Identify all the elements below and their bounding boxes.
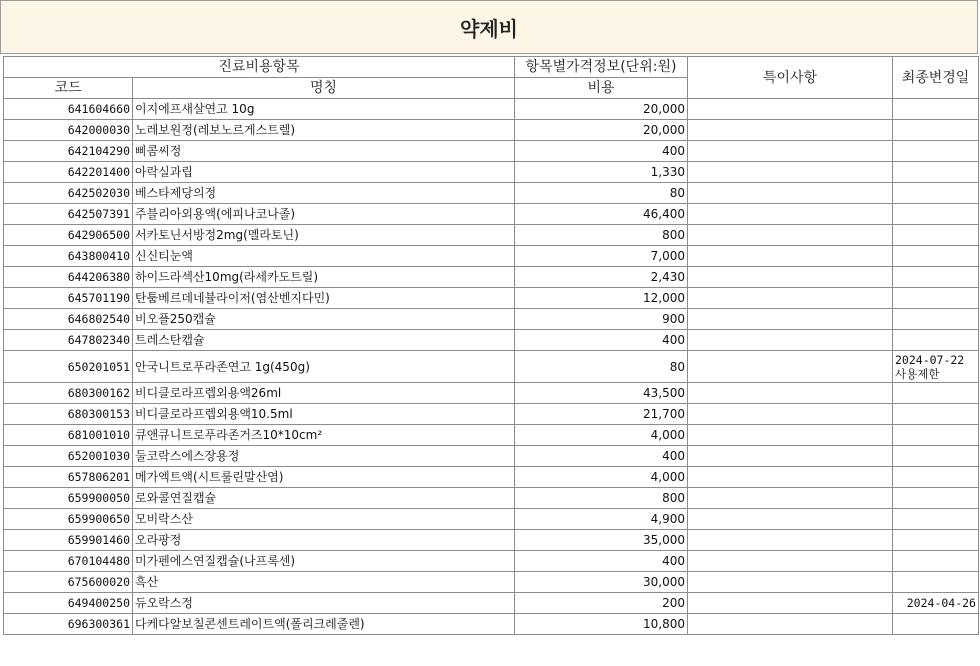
cell-cost[interactable]: 4,900 <box>515 509 688 530</box>
cell-name[interactable]: 비디클로라프렙외용액10.5ml <box>133 404 515 425</box>
cell-name[interactable]: 안국니트로푸라존연고 1g(450g) <box>133 351 515 383</box>
cell-note[interactable] <box>688 246 893 267</box>
cell-last-changed[interactable] <box>893 246 979 267</box>
table-row <box>4 383 979 404</box>
cell-code[interactable]: 696300361 <box>4 614 133 635</box>
cell-note[interactable] <box>688 267 893 288</box>
table-row <box>4 204 979 225</box>
cell-cost[interactable]: 800 <box>515 225 688 246</box>
cell-last-changed[interactable] <box>893 351 979 383</box>
header-item-group: 진료비용항목 <box>4 57 515 78</box>
cell-last-changed[interactable] <box>893 141 979 162</box>
cell-cost[interactable]: 80 <box>515 183 688 204</box>
cell-note[interactable] <box>688 383 893 404</box>
header-price-group: 항목별가격정보(단위:원) <box>515 57 688 78</box>
cell-last-changed[interactable] <box>893 204 979 225</box>
cell-code[interactable]: 645701190 <box>4 288 133 309</box>
table-row <box>4 509 979 530</box>
cell-cost[interactable]: 80 <box>515 351 688 383</box>
cell-code[interactable]: 659900050 <box>4 488 133 509</box>
cell-code[interactable]: 659901460 <box>4 530 133 551</box>
cell-name[interactable]: 서카토닌서방정2mg(멜라토닌) <box>133 225 515 246</box>
cell-last-changed[interactable] <box>893 614 979 635</box>
table-row <box>4 614 979 635</box>
table-row <box>4 593 979 614</box>
cell-name[interactable]: 듀오락스정 <box>133 593 515 614</box>
cell-cost[interactable]: 21,700 <box>515 404 688 425</box>
cell-name[interactable]: 비오플250캡슐 <box>133 309 515 330</box>
cell-cost[interactable]: 20,000 <box>515 99 688 120</box>
cell-last-changed[interactable] <box>893 383 979 404</box>
cell-note[interactable] <box>688 551 893 572</box>
cell-code[interactable]: 644206380 <box>4 267 133 288</box>
cell-note[interactable] <box>688 467 893 488</box>
cell-code[interactable]: 646802540 <box>4 309 133 330</box>
cell-name[interactable]: 미가펜에스연질캡슐(나프록센) <box>133 551 515 572</box>
cell-last-changed[interactable] <box>893 225 979 246</box>
table-row <box>4 99 979 120</box>
cell-code[interactable]: 647802340 <box>4 330 133 351</box>
cell-note[interactable] <box>688 488 893 509</box>
cell-last-changed[interactable] <box>893 509 979 530</box>
cell-note[interactable] <box>688 183 893 204</box>
sheet-title-bar <box>0 0 978 54</box>
cell-note[interactable] <box>688 309 893 330</box>
cell-cost[interactable]: 400 <box>515 330 688 351</box>
cell-cost[interactable]: 4,000 <box>515 467 688 488</box>
cell-name[interactable]: 오라팡정 <box>133 530 515 551</box>
cell-cost[interactable]: 200 <box>515 593 688 614</box>
cell-cost[interactable]: 900 <box>515 309 688 330</box>
cell-note[interactable] <box>688 99 893 120</box>
cell-name[interactable]: 주블리아외용액(에피나코나졸) <box>133 204 515 225</box>
cell-last-changed[interactable] <box>893 309 979 330</box>
cell-code[interactable]: 642507391 <box>4 204 133 225</box>
cell-cost[interactable]: 30,000 <box>515 572 688 593</box>
table-row <box>4 162 979 183</box>
cell-code[interactable]: 681001010 <box>4 425 133 446</box>
table-row <box>4 120 979 141</box>
last-changed-note: 사용제한 <box>895 366 940 381</box>
cell-code[interactable]: 642502030 <box>4 183 133 204</box>
cell-last-changed[interactable]: 2024-04-26 <box>893 593 979 614</box>
cell-code[interactable]: 675600020 <box>4 572 133 593</box>
drug-cost-table <box>3 56 979 635</box>
cell-name[interactable]: 탄툼베르데네뷸라이저(염산벤지다민) <box>133 288 515 309</box>
cell-cost[interactable]: 2,430 <box>515 267 688 288</box>
cell-last-changed[interactable] <box>893 404 979 425</box>
cell-name[interactable]: 메가엑트액(시트룰린말산염) <box>133 467 515 488</box>
header-row-group <box>4 57 979 78</box>
cell-code[interactable]: 649400250 <box>4 593 133 614</box>
table-row <box>4 267 979 288</box>
cell-cost[interactable]: 400 <box>515 446 688 467</box>
cell-name[interactable]: 노레보원정(레보노르게스트렐) <box>133 120 515 141</box>
cell-last-changed[interactable] <box>893 267 979 288</box>
cell-cost[interactable]: 35,000 <box>515 530 688 551</box>
cell-name[interactable]: 비디클로라프렙외용액26ml <box>133 383 515 404</box>
cell-note[interactable] <box>688 509 893 530</box>
cell-last-changed[interactable] <box>893 488 979 509</box>
cell-code[interactable]: 680300153 <box>4 404 133 425</box>
cell-cost[interactable]: 1,330 <box>515 162 688 183</box>
cell-code[interactable]: 642201400 <box>4 162 133 183</box>
cell-name[interactable]: 하이드라섹산10mg(라세카도트릴) <box>133 267 515 288</box>
cell-last-changed[interactable] <box>893 446 979 467</box>
cell-note[interactable] <box>688 593 893 614</box>
cell-note[interactable] <box>688 530 893 551</box>
cell-last-changed[interactable] <box>893 183 979 204</box>
cell-note[interactable] <box>688 225 893 246</box>
cell-last-changed[interactable] <box>893 162 979 183</box>
cell-last-changed[interactable] <box>893 99 979 120</box>
cell-last-changed[interactable] <box>893 288 979 309</box>
table-row <box>4 530 979 551</box>
cell-name[interactable]: 트레스탄캡슐 <box>133 330 515 351</box>
cell-note[interactable] <box>688 141 893 162</box>
table-row <box>4 141 979 162</box>
cell-code[interactable]: 657806201 <box>4 467 133 488</box>
cell-cost[interactable]: 20,000 <box>515 120 688 141</box>
table-row <box>4 467 979 488</box>
cell-last-changed[interactable] <box>893 551 979 572</box>
table-row <box>4 551 979 572</box>
cell-name[interactable]: 베스타제당의정 <box>133 183 515 204</box>
cell-note[interactable] <box>688 351 893 383</box>
cell-note[interactable] <box>688 425 893 446</box>
cell-name[interactable]: 큐앤큐니트로푸라존거즈10*10cm² <box>133 425 515 446</box>
table-row <box>4 404 979 425</box>
cell-name[interactable]: 모비락스산 <box>133 509 515 530</box>
table-row <box>4 351 979 383</box>
cell-name[interactable]: 로와콜연질캡슐 <box>133 488 515 509</box>
header-note: 특이사항 <box>688 57 893 99</box>
cell-note[interactable] <box>688 404 893 425</box>
table-row <box>4 488 979 509</box>
table-row <box>4 446 979 467</box>
cell-name[interactable]: 신신티눈액 <box>133 246 515 267</box>
cell-cost[interactable]: 4,000 <box>515 425 688 446</box>
cell-name[interactable]: 다케다알보칠콘센트레이트액(폴리크레줄렌) <box>133 614 515 635</box>
table-row <box>4 330 979 351</box>
cell-cost[interactable]: 800 <box>515 488 688 509</box>
table-row <box>4 246 979 267</box>
cell-last-changed[interactable] <box>893 330 979 351</box>
cell-cost[interactable]: 400 <box>515 141 688 162</box>
header-code: 코드 <box>4 78 133 99</box>
cell-cost[interactable]: 7,000 <box>515 246 688 267</box>
cell-last-changed[interactable] <box>893 120 979 141</box>
table-row <box>4 309 979 330</box>
last-changed-date: 2024-07-22 <box>895 352 965 367</box>
table-row <box>4 183 979 204</box>
header-name: 명칭 <box>133 78 515 99</box>
cell-code[interactable]: 652001030 <box>4 446 133 467</box>
cell-code[interactable]: 680300162 <box>4 383 133 404</box>
cell-note[interactable] <box>688 120 893 141</box>
cell-name[interactable]: 이지에프새살연고 10g <box>133 99 515 120</box>
table-row <box>4 225 979 246</box>
cell-last-changed[interactable] <box>893 467 979 488</box>
cell-code[interactable]: 642104290 <box>4 141 133 162</box>
cell-note[interactable] <box>688 204 893 225</box>
cell-note[interactable] <box>688 572 893 593</box>
cell-code[interactable]: 659900650 <box>4 509 133 530</box>
cell-name[interactable]: 둘코락스에스장용정 <box>133 446 515 467</box>
cell-note[interactable] <box>688 614 893 635</box>
cell-name[interactable]: 아락실과립 <box>133 162 515 183</box>
cell-note[interactable] <box>688 162 893 183</box>
cell-cost[interactable]: 10,800 <box>515 614 688 635</box>
cell-cost[interactable]: 43,500 <box>515 383 688 404</box>
cell-name[interactable]: 흑산 <box>133 572 515 593</box>
cell-cost[interactable]: 12,000 <box>515 288 688 309</box>
cell-cost[interactable]: 400 <box>515 551 688 572</box>
cell-last-changed[interactable] <box>893 572 979 593</box>
cell-code[interactable]: 641604660 <box>4 99 133 120</box>
cell-cost[interactable]: 46,400 <box>515 204 688 225</box>
cell-code[interactable]: 643800410 <box>4 246 133 267</box>
cell-last-changed[interactable] <box>893 425 979 446</box>
cell-name[interactable]: 삐콤씨정 <box>133 141 515 162</box>
cell-note[interactable] <box>688 330 893 351</box>
cell-note[interactable] <box>688 288 893 309</box>
table-row <box>4 572 979 593</box>
header-last-changed: 최종변경일 <box>893 57 979 99</box>
cell-code[interactable]: 642000030 <box>4 120 133 141</box>
sheet-title: 약제비 <box>460 16 518 41</box>
table-row <box>4 425 979 446</box>
cell-code[interactable]: 650201051 <box>4 351 133 383</box>
table-body <box>4 99 979 635</box>
header-cost: 비용 <box>515 78 688 99</box>
cell-code[interactable]: 670104480 <box>4 551 133 572</box>
cell-code[interactable]: 642906500 <box>4 225 133 246</box>
cell-note[interactable] <box>688 446 893 467</box>
cell-last-changed[interactable] <box>893 530 979 551</box>
table-row <box>4 288 979 309</box>
